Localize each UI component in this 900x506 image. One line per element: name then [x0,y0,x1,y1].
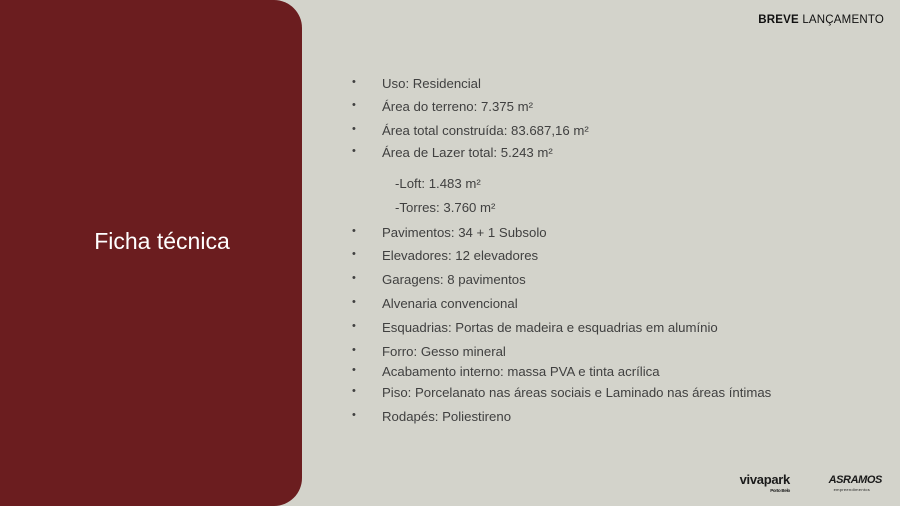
asramos-logo [828,474,882,492]
section-title: Ficha técnica [94,228,230,254]
spec-text: Área total construída: 83.687,16 m² [382,123,589,138]
vivapark-logo-subtitle: Porto Belo [770,488,790,493]
spec-text: Acabamento interno: massa PVA e tinta acrílica [382,364,660,379]
bullet-icon: • [352,145,356,157]
asramos-logo-subtitle: empreendimentos [833,487,871,492]
bullet-icon: • [352,364,356,376]
spec-text: Elevadores: 12 elevadores [382,248,539,263]
bullet-icon: • [352,320,356,332]
bullet-icon: • [352,409,356,421]
vivapark-logo-text: vivapark [739,472,790,487]
spec-text: Piso: Porcelanato nas áreas sociais e Laminado nas áreas íntimas [382,385,772,400]
bullet-icon: • [352,296,356,308]
spec-text: Esquadrias: Portas de madeira e esquadrias em alumínio [382,320,718,335]
spec-text: Uso: Residencial [382,76,481,91]
spec-text: Rodapés: Poliestireno [382,409,512,424]
launch-tag [758,14,884,26]
bullet-icon: • [352,248,356,260]
launch-tag-rest: LANÇAMENTO [802,14,884,26]
spec-text: Alvenaria convencional [382,296,518,311]
vivapark-logo [739,472,790,493]
spec-text: Forro: Gesso mineral [382,344,506,359]
spec-text: -Torres: 3.760 m² [395,200,496,215]
spec-text: Área do terreno: 7.375 m² [382,99,534,114]
bullet-icon: • [352,385,356,397]
launch-tag-bold: BREVE [758,14,799,26]
bullet-icon: • [352,99,356,111]
bullet-icon: • [352,225,356,237]
bullet-icon: • [352,344,356,356]
bullet-icon: • [352,272,356,284]
bullet-icon: • [352,76,356,88]
spec-text: Garagens: 8 pavimentos [382,272,526,287]
asramos-logo-text: ASRAMOS [828,474,882,486]
spec-text: -Loft: 1.483 m² [395,176,481,191]
spec-text: Pavimentos: 34 + 1 Subsolo [382,225,547,240]
bullet-icon: • [352,123,356,135]
spec-text: Área de Lazer total: 5.243 m² [382,145,553,160]
